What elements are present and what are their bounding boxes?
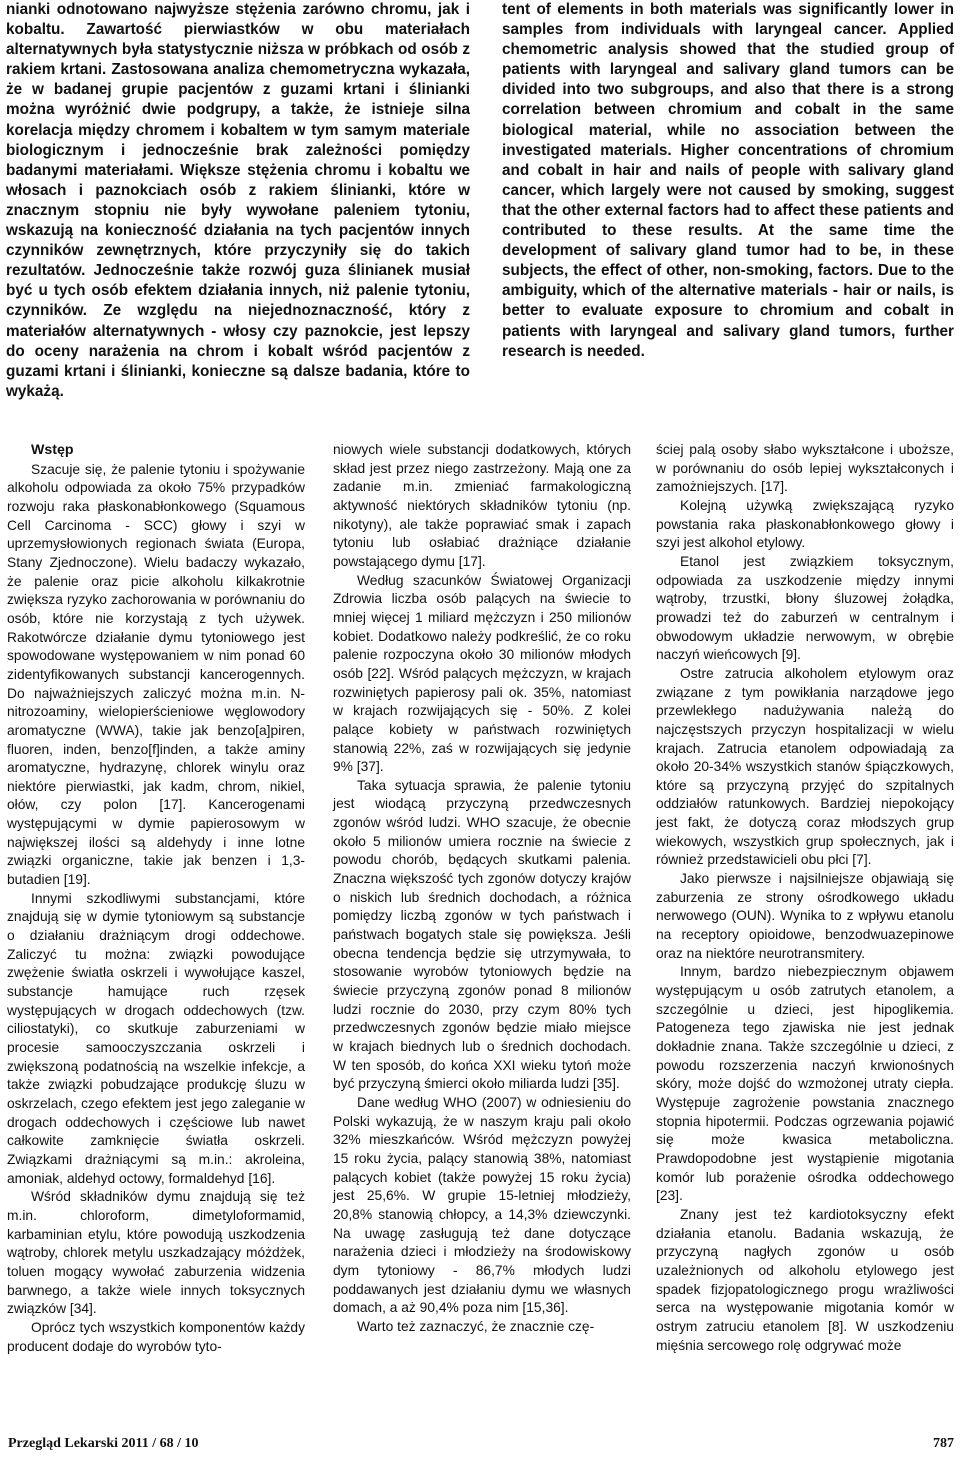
paragraph: Taka sytuacja sprawia, że palenie tytoniu jest wiodącą przyczyną przedwczesnych zgonów wśród ludzi. WHO szacuje, że obecnie około 5 milionów umiera rocznie na świecie z powodu chorób, będących skutkami palenia. Znaczna większość tych zgonów dotyczy krajów o niskich lub średnich dochodach, a różnica pomiędzy liczbą zgonów w tych państwach i państwach bogatych stale się powiększa. Jeśli obecna tendencja będzie się utrzymywała, to stosowanie wyrobów tytoniowych będzie na świecie przyczyną zgonów ponad 8 milionów ludzi rocznie do 2030, przy czym 80% tych przedwczesnych zgonów będzie miało miejsce w krajach biednych lub o średnich dochodach. W ten sposób, do końca XXI wieku tytoń może być przyczyną śmierci około miliarda ludzi [35]. (333, 777, 631, 1092)
paragraph: ściej palą osoby słabo wykształcone i uboższe, w porównaniu do osób lepiej wykształconych i zamożniejszych. [17]. (656, 442, 954, 495)
journal-footer: Przegląd Lekarski 2011 / 68 / 10 (8, 1436, 199, 1451)
paragraph: Ostre zatrucia alkoholem etylowym oraz związane z tym powikłania narządowe jego przewlekłego nadużywania należą do najczęstszych przyczyn hospitalizacji w wielu krajach. Zatrucia etanolem odpowiadają za około 20-34% wszystkich stanów śpiączkowych, które są przyczyną przyjęć do szpitalnych oddziałów ratunkowych. Bardziej niepokojący jest fakt, że dotyczą coraz młodszych grup wiekowych, wszystkich grup społecznych, jak i również przedstawicieli obu płci [7]. (656, 665, 954, 868)
body-column-2 (333, 441, 631, 1337)
abstract-polish (6, 0, 470, 402)
paragraph: Wśród składników dymu znajdują się też m.in. chloroform, dimetyloformamid, karbaminian etylu, które powodują uszkodzenia wątroby, chlorek metylu uszkadzający móżdżek, toluen mogący wywołać zaburzenia widzenia barwnego, a także wiele innych toksycznych związków [34]. (7, 1189, 305, 1317)
abstract-english (502, 0, 954, 362)
paragraph: Innym, bardzo niebezpiecznym objawem występującym u osób zatrutych etanolem, a szczególnie u dzieci, jest hipoglikemia. Patogeneza tego zjawiska nie jest jednak dokładnie znana. Także szczególnie u dzieci, z powodu rozszerzenia naczyń krwionośnych skóry, może dojść do wzmożonej utraty ciepła. Występuje zagrożenie powstania znacznego stopnia hipotermii. Podczas ogrzewania pojawić się może kwasica metaboliczna. Prawdopodobne jest wystąpienie migotania komór lub porażenie ośrodka oddechowego [23]. (656, 964, 954, 1204)
paragraph: Jako pierwsze i najsilniejsze objawiają się zaburzenia ze strony ośrodkowego układu nerwowego (OUN). Wynika to z wpływu etanolu na receptory opioidowe, benzodwuazepinowe oraz na niektóre neurotransmitery. (656, 871, 954, 961)
abstract-english-text: tent of elements in both materials was significantly lower in samples from individuals with laryngeal cancer. Applied chemometric analysis showed that the studied group of patients with laryngeal and salivary gland tumors can be divided into two subgroups, and also that there is a strong correlation between chromium and cobalt in the same biological material, while no association between the investigated materials. Higher concentrations of chromium and cobalt in hair and nails of people with salivary gland cancer, which largely were not caused by smoking, suggest that the other external factors had to affect these patients and contributed to these results. At the same time the development of salivary gland tumor had to be, in these subjects, the effect of other, non-smoking, factors. Due to the ambiguity, which of the alternative materials - hair or nails, is better to evaluate exposure to chromium and cobalt in patients with laryngeal and salivary gland tumors, further research is needed. (502, 1, 954, 360)
paragraph: Znany jest też kardiotoksyczny efekt działania etanolu. Badania wskazują, że przyczyną nagłych zgonów u osób uzależnionych od alkoholu etylowego jest spadek fizjopatologicznego progu wrażliwości serca na występowanie migotania komór w ostrym zatruciu etanolem [8]. W uszkodzeniu mięśnia sercowego rolę odgrywać może (656, 1206, 954, 1353)
paragraph: Kolejną używką zwiększającą ryzyko powstania raka płaskonabłonkowego głowy i szyi jest alkohol etylowy. (656, 497, 954, 551)
paragraph: niowych wiele substancji dodatkowych, których skład jest przez niego zastrzeżony. Mają one za zadanie m.in. zmieniać farmakologiczną aktywność niektórych składników tytoniu (np. nikotyny), ale także poprawiać smak i zapach tytoniu lub osłabiać drażniące działanie powstającego dymu [17]. (333, 442, 631, 569)
section-heading: Wstęp (31, 442, 74, 458)
abstract-polish-text: nianki odnotowano najwyższe stężenia zarówno chromu, jak i kobaltu. Zawartość pierwiastków w obu materiałach alternatywnych była statystycznie niższa w próbkach od osób z rakiem krtani. Zastosowana analiza chemometryczna wykazała, że w badanej grupie pacjentów z guzami krtani i ślinianki można wyróżnić dwie podgrupy, a także, że istnieje silna korelacja między chromem i kobaltem w tym samym materiale biologicznym i jednocześnie brak zależności pomiędzy badanymi materiałami. Większe stężenia chromu i kobaltu we włosach i paznokciach osób z rakiem ślinianki, które w znacznym stopniu nie były wywołane paleniem tytoniu, wskazują na konieczność działania na tych pacjentów innych czynników zewnętrznych, które przyczyniły się do takich rezultatów. Jednocześnie także rozwój guza ślinianek musiał być u tych osób efektem działania innych, niż palenie tytoniu, czynników. Ze względu na niejednoznaczność, który z materiałów alternatywnych - włosy czy paznokcie, jest lepszy do oceny narażenia na chrom i kobalt wśród pacjentów z guzami krtani i ślinianki, konieczne są dalsze badania, które to wykażą. (6, 1, 470, 400)
paragraph: Innymi szkodliwymi substancjami, które znajdują się w dymie tytoniowym są substancje o działaniu drażniącym drogi oddechowe. Zaliczyć tu można: związki powodujące zwężenie światła oskrzeli i wywołujące kaszel, substancje hamujące ruch rzęsek występujących w drogach oddechowych (tzw. ciliostatyki), co skutkuje zaburzeniami w procesie samooczyszczania oskrzeli i zwiększoną podatnością na wszelkie infekcje, a także związki pobudzające produkcję śluzu w oskrzelach, czego efektem jest jego zaleganie w drogach oddechowych i częściowe lub nawet całkowite zamknięcie światła oskrzeli. Związkami drażniącymi są m.in.: akroleina, amoniak, aldehyd octowy, formaldehyd [16]. (7, 890, 305, 1186)
paragraph: Dane według WHO (2007) w odniesieniu do Polski wykazują, że w naszym kraju pali około 32% mieszkańców. Wśród mężczyzn powyżej 15 roku życia, palący stanowią 38%, natomiast palących kobiet (także powyżej 15 roku życia) jest 25,6%. W grupie 15-letniej młodzieży, 20,8% stanowią chłopcy, a 14,3% dziewczynki. Na uwagę zasługują też dane dotyczące narażenia dzieci i młodzieży na środowiskowy dym tytoniowy - 86,7% młodych ludzi poddawanych jest działaniu dymu we własnych domach, a aż 90,4% poza nim [15,36]. (333, 1094, 631, 1316)
body-column-3 (656, 441, 954, 1355)
body-column-1 (7, 441, 305, 1356)
paragraph: Warto też zaznaczyć, że znacznie czę- (357, 1318, 595, 1334)
paragraph: Etanol jest związkiem toksycznym, odpowiada za uszkodzenie między innymi wątroby, trzustki, błony śluzowej żołądka, prowadzi też do zaburzeń w centralnym i obwodowym układzie nerwowym, w obrębie naczyń wieńcowych [9]. (656, 553, 954, 663)
paragraph: Szacuje się, że palenie tytoniu i spożywanie alkoholu odpowiada za około 75% przypadków rozwoju raka płaskonabłonkowego (Squamous Cell Carcinoma - SCC) głowy i szyi w uprzemysłowionych regionach świata (Europa, Stany Zjednoczone). Wielu badaczy wykazało, że palenie oraz picie alkoholu kilkakrotnie zwiększa ryzyko zachorowania w porównaniu do osób, które nie korzystają z tych używek. Rakotwórcze działanie dymu tytoniowego jest spowodowane występowaniem w nim ponad 60 zidentyfikowanych substancji kancerogennych. Do najważniejszych zaliczyć można m.in. N-nitrozoaminy, wielopierścieniowe węglowodory aromatyczne (WWA), takie jak benzo[a]piren, fluoren, inden, benzo[f]inden, a także aminy aromatyczne, hydrazynę, chlorek winylu oraz niektóre pierwiastki, jak kadm, chrom, nikiel, ołów, czy polon [17]. Kancerogenami występującymi w dymie papierosowym w największej ilości są aldehydy i inne lotne związki organiczne, takie jak benzen i 1,3-butadien [19]. (7, 461, 305, 888)
paragraph: Według szacunków Światowej Organizacji Zdrowia liczba osób palących na świecie to mniej więcej 1 miliard mężczyzn i 250 milionów kobiet. Dodatkowo należy podkreślić, że co roku palenie rozpoczyna około 30 milionów młodych osób [22]. Wśród palących mężczyzn, w krajach rozwiniętych papierosy pali ok. 35%, natomiast w krajach rozwijających się - 50%. Z kolei palące kobiety w państwach rozwiniętych stanowią 22%, zaś w rozwijających się jedynie 9% [37]. (333, 572, 631, 775)
page-number: 787 (933, 1436, 954, 1451)
paragraph: Oprócz tych wszystkich komponentów każdy producent dodaje do wyrobów tyto- (7, 1319, 305, 1354)
